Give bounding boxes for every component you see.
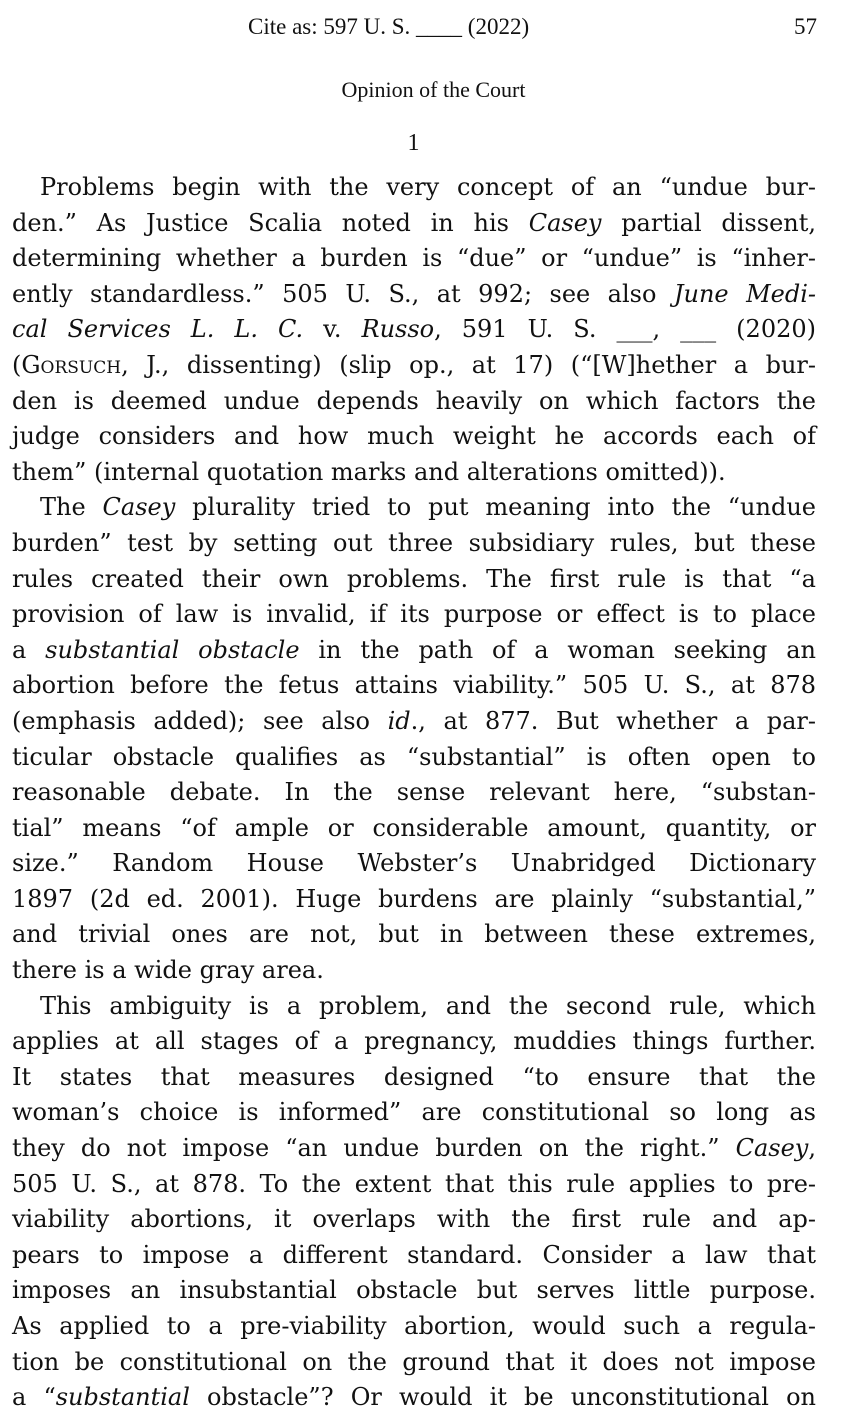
italic-text: id (387, 706, 411, 735)
section-number: 1 (407, 130, 420, 156)
italic-text: June Medi- (673, 279, 817, 308)
text-line (12, 312, 816, 348)
text-line (12, 1095, 816, 1131)
text-line (12, 740, 816, 776)
text-line (12, 1238, 816, 1274)
text-line (12, 562, 816, 598)
citation-header: Cite as: 597 U. S. ____ (2022) (248, 14, 530, 39)
text-run: Problems begin with the very concept of an “undue bur- (40, 173, 816, 201)
text-line (12, 989, 816, 1025)
text-run: den.” As Justice Scalia noted in his (12, 208, 529, 237)
text-line (12, 419, 816, 455)
text-line (12, 206, 816, 242)
text-run: pears to impose a different standard. Consider a law that (12, 1240, 816, 1269)
text-line (12, 1202, 816, 1238)
text-run: size.” Random House Webster’s Unabridged Dictionary (12, 849, 816, 878)
text-line (12, 1273, 816, 1309)
text-line (12, 384, 816, 420)
italic-text: substantial (55, 1383, 190, 1412)
text-line (12, 455, 816, 491)
text-run: ticular obstacle qualifies as “substantial” is often open to (12, 742, 816, 771)
text-run: provision of law is invalid, if its purpose or effect is to place (12, 600, 816, 629)
text-run: them” (internal quotation marks and alterations omitted)). (12, 457, 726, 486)
italic-text: cal Services L. L. C. (12, 315, 304, 344)
text-line (12, 241, 816, 277)
text-run: burden” test by setting out three subsidiary rules, but these (12, 528, 816, 557)
text-run: a (12, 635, 46, 664)
text-run: rules created their own problems. The first rule is that “a (12, 564, 816, 593)
italic-text: Russo (361, 315, 435, 344)
italic-text: Casey (102, 493, 176, 522)
text-run: they do not impose “an undue burden on the right.” (12, 1134, 736, 1163)
italic-text: Casey (735, 1134, 809, 1163)
text-line (12, 170, 816, 206)
text-run: , (808, 1134, 816, 1163)
small-caps-text: orsuch (40, 350, 122, 379)
text-run: ently standardless.” 505 U. S., at 992; see also (12, 279, 674, 308)
text-run: As applied to a pre-viability abortion, would such a regula- (12, 1312, 816, 1340)
text-run: judge considers and how much weight he accords each of (12, 422, 816, 451)
text-run: reasonable debate. In the sense relevant here, “substan- (12, 778, 816, 807)
text-run: 1897 (2d ed. 2001). Huge burdens are plainly “substantial,” (12, 884, 816, 913)
text-run: tion be constitutional on the ground that it does not impose (12, 1347, 816, 1376)
text-line (12, 490, 816, 526)
italic-text: Casey (528, 208, 602, 237)
text-run: viability abortions, it overlaps with the first rule and ap- (12, 1205, 816, 1234)
text-line (12, 846, 816, 882)
text-run: (emphasis added); see also (12, 706, 388, 735)
text-run: obstacle”? Or would it be unconstitutional on (189, 1383, 816, 1412)
text-line (12, 1309, 816, 1345)
text-run: tial” means “of ample or considerable amount, quantity, or (12, 813, 816, 842)
text-line (12, 633, 816, 669)
text-run: (G (12, 350, 41, 379)
text-run: 505 U. S., at 878. To the extent that this rule applies to pre- (12, 1169, 816, 1198)
text-run: The (40, 493, 103, 522)
text-line (12, 917, 816, 953)
text-run: v. (303, 315, 362, 344)
text-run: in the path of a woman seeking an (299, 635, 817, 664)
text-run: there is a wide gray area. (12, 956, 324, 985)
text-line (12, 1024, 816, 1060)
text-line (12, 1167, 816, 1203)
text-run: imposes an insubstantial obstacle but serves little purpose. (12, 1276, 816, 1305)
text-line (12, 704, 816, 740)
text-run: plurality tried to put meaning into the “undue (175, 493, 816, 522)
text-run: , J., dissenting) (slip op., at 17) (“[W]hether a bur- (121, 350, 816, 379)
text-run: woman’s choice is informed” are constitutional so long as (12, 1098, 816, 1127)
text-run: determining whether a burden is “due” or “undue” is “inher- (12, 244, 816, 273)
text-line (12, 348, 816, 384)
text-run: den is deemed undue depends heavily on which factors the (12, 386, 816, 415)
text-run: It states that measures designed “to ensure that the (12, 1062, 816, 1091)
text-run: , 591 U. S. ___, ___ (2020) (434, 315, 816, 344)
opinion-body-text (12, 170, 816, 1416)
page-header (0, 14, 867, 44)
text-line (12, 775, 816, 811)
text-line (12, 1380, 816, 1416)
text-run: ., at 877. But whether a par- (410, 706, 816, 735)
text-run: and trivial ones are not, but in between these extremes, (12, 920, 816, 949)
text-line (12, 277, 816, 313)
text-line (12, 526, 816, 562)
text-line (12, 1345, 816, 1381)
text-run: partial dissent, (601, 208, 816, 237)
running-head: Opinion of the Court (341, 77, 526, 102)
italic-text: substantial obstacle (45, 635, 300, 664)
page-number: 57 (794, 14, 817, 39)
text-run: applies at all stages of a pregnancy, muddies things further. (12, 1027, 816, 1056)
text-line (12, 1060, 816, 1096)
text-line (12, 882, 816, 918)
text-line (12, 953, 816, 989)
text-run: This ambiguity is a problem, and the second rule, which (40, 991, 816, 1020)
text-run: abortion before the fetus attains viability.” 505 U. S., at 878 (12, 671, 816, 700)
text-line (12, 1131, 816, 1167)
text-line (12, 668, 816, 704)
text-line (12, 597, 816, 633)
text-run: a “ (12, 1383, 56, 1412)
text-line (12, 811, 816, 847)
